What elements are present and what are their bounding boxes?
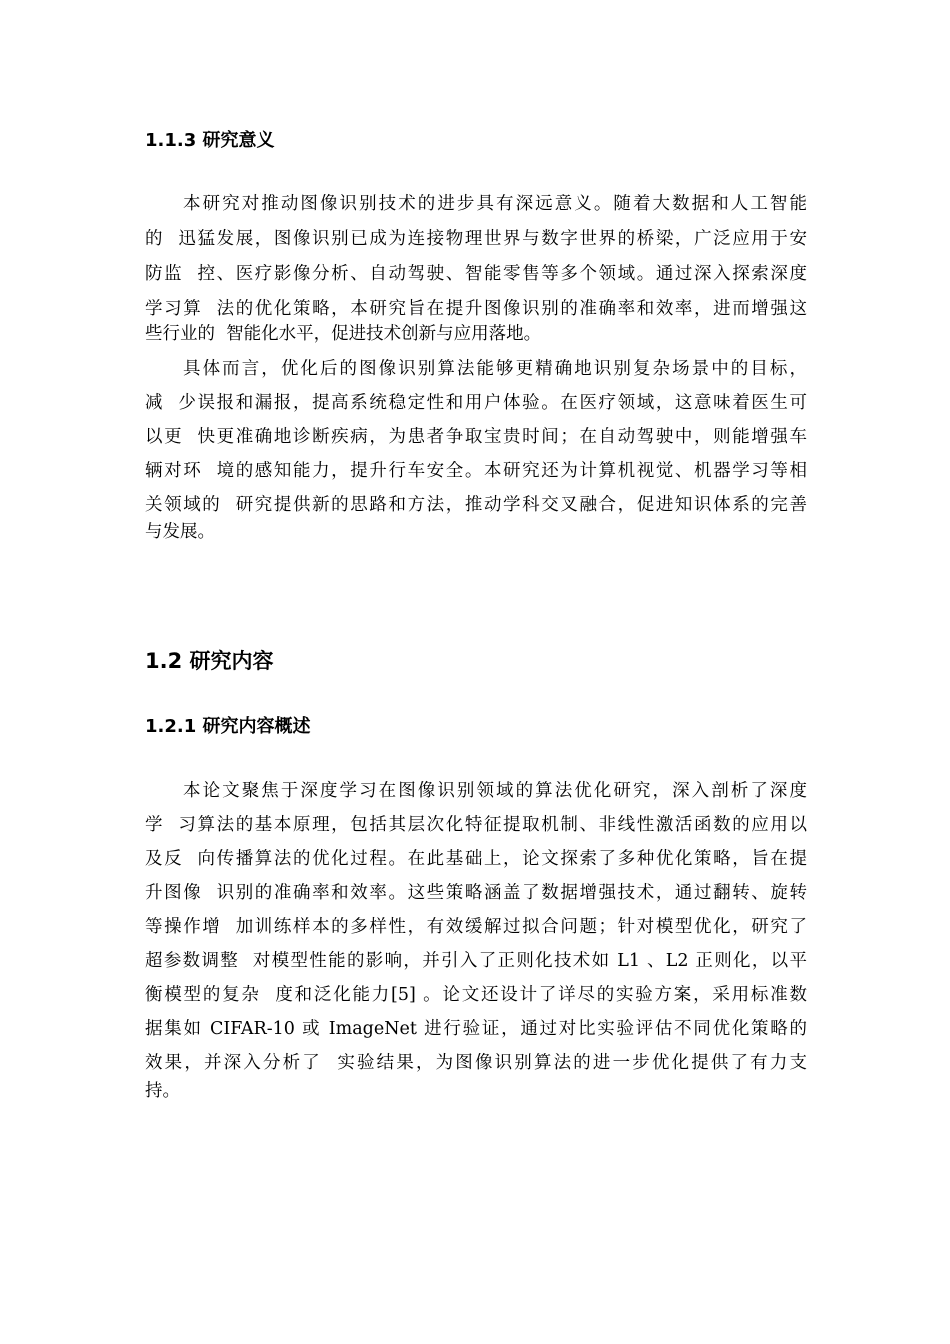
text-line: 辆对环 境的感知能力，提升行车安全。本研究还为计算机视觉、机器学习等相: [145, 461, 807, 481]
text-line: 与发展。: [145, 522, 215, 542]
section-heading-1-2-1: 1.2.1 研究内容概述: [145, 716, 311, 737]
text-line: 效果，并深入分析了 实验结果，为图像识别算法的进一步优化提供了有力支: [145, 1053, 807, 1073]
text-line: 据集如 CIFAR-10 或 ImageNet 进行验证，通过对比实验评估不同优化策略的: [145, 1019, 807, 1039]
text-line: 学习算 法的优化策略，本研究旨在提升图像识别的准确率和效率，进而增强这: [145, 299, 807, 319]
text-line: 关领域的 研究提供新的思路和方法，推动学科交叉融合，促进知识体系的完善: [145, 495, 807, 515]
text-line: 减 少误报和漏报，提高系统稳定性和用户体验。在医疗领域，这意味着医生可: [145, 393, 807, 413]
text-line: 本研究对推动图像识别技术的进步具有深远意义。随着大数据和人工智能: [183, 194, 807, 214]
text-line: 些行业的 智能化水平，促进技术创新与应用落地。: [145, 324, 542, 344]
text-line: 衡模型的复杂 度和泛化能力[5] 。论文还设计了详尽的实验方案，采用标准数: [145, 985, 807, 1005]
text-line: 及反 向传播算法的优化过程。在此基础上，论文探索了多种优化策略，旨在提: [145, 849, 807, 869]
text-line: 防监 控、医疗影像分析、自动驾驶、智能零售等多个领域。通过深入探索深度: [145, 264, 807, 284]
section-heading-1-2: 1.2 研究内容: [145, 649, 274, 673]
text-line: 超参数调整 对模型性能的影响，并引入了正则化技术如 L1 、L2 正则化，以平: [145, 951, 807, 971]
text-line: 持。: [145, 1081, 180, 1101]
text-line: 学 习算法的基本原理，包括其层次化特征提取机制、非线性激活函数的应用以: [145, 815, 807, 835]
text-line: 升图像 识别的准确率和效率。这些策略涵盖了数据增强技术，通过翻转、旋转: [145, 883, 807, 903]
text-line: 以更 快更准确地诊断疾病，为患者争取宝贵时间；在自动驾驶中，则能增强车: [145, 427, 807, 447]
text-line: 具体而言，优化后的图像识别算法能够更精确地识别复杂场景中的目标，: [183, 359, 807, 379]
text-line: 的 迅猛发展，图像识别已成为连接物理世界与数字世界的桥梁，广泛应用于安: [145, 229, 807, 249]
text-line: 等操作增 加训练样本的多样性，有效缓解过拟合问题；针对模型优化，研究了: [145, 917, 807, 937]
text-line: 本论文聚焦于深度学习在图像识别领域的算法优化研究，深入剖析了深度: [183, 781, 807, 801]
section-heading-1-1-3: 1.1.3 研究意义: [145, 130, 275, 151]
